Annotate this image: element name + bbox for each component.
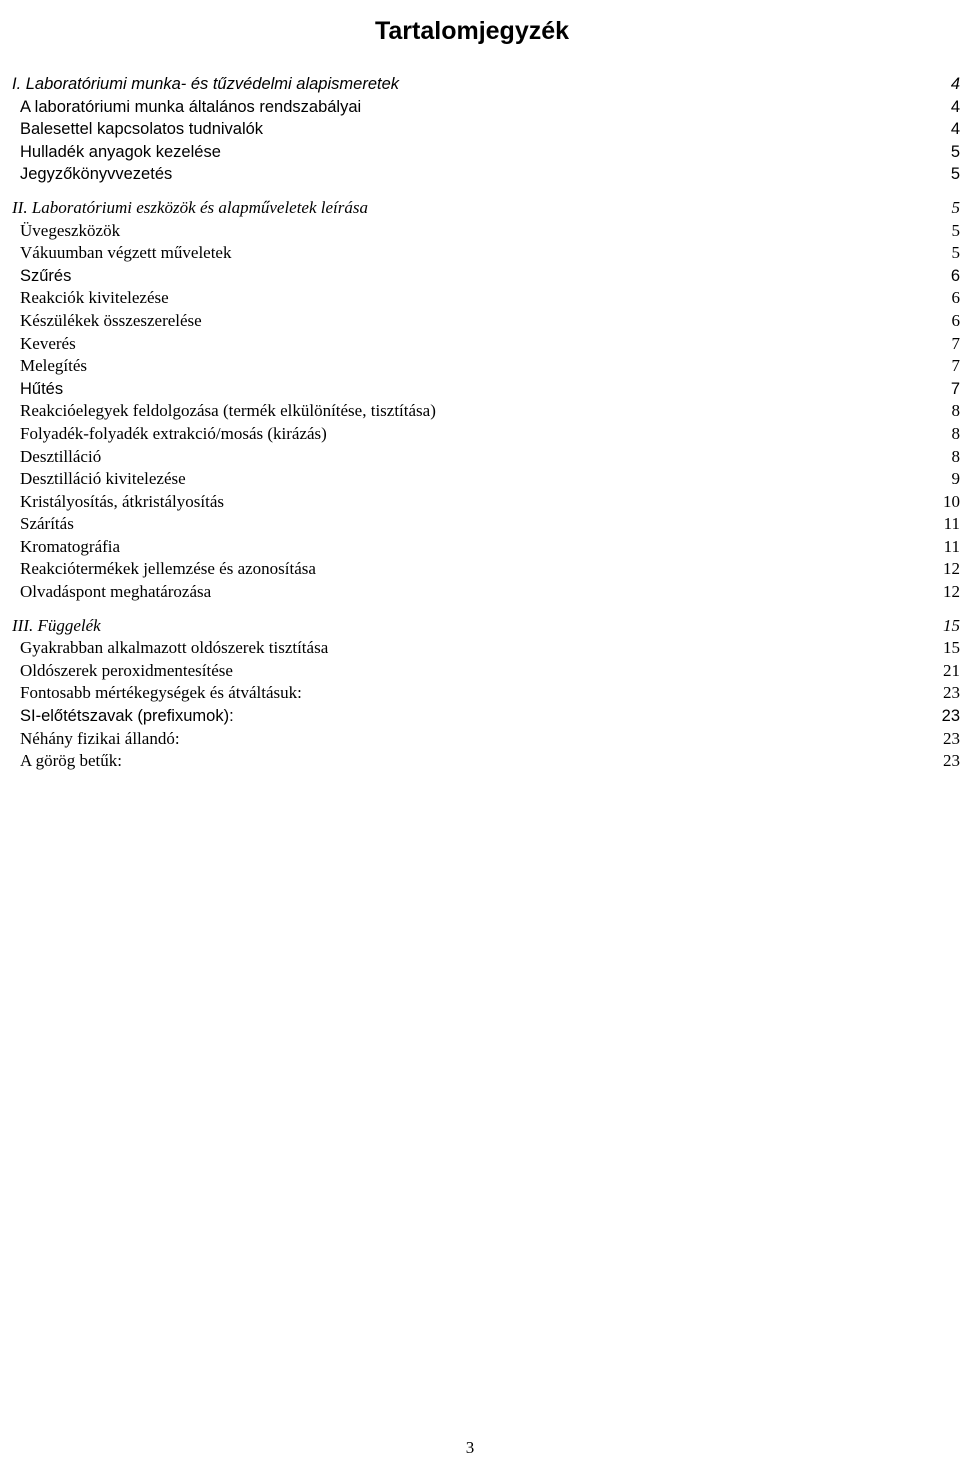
toc-entry-page: 5: [951, 243, 960, 263]
toc-entry[interactable]: [20, 660, 960, 683]
toc-entry-label: Vákuumban végzett műveletek: [20, 243, 232, 263]
toc-entry-page: 5: [951, 220, 960, 240]
toc-entry[interactable]: [20, 750, 960, 773]
toc-entry[interactable]: [20, 118, 960, 141]
toc-entry-label: Reakcióelegyek feldolgozása (termék elkülönítése, tisztítása): [20, 401, 436, 421]
toc-entry[interactable]: [20, 378, 960, 401]
toc-entry[interactable]: [20, 581, 960, 604]
toc-entry-label: Desztilláció kivitelezése: [20, 469, 186, 489]
toc-entry[interactable]: [20, 705, 960, 728]
toc-entry-page: 6: [951, 288, 960, 308]
toc-heading-page: 15: [943, 615, 960, 635]
toc-entry-label: Szárítás: [20, 514, 74, 534]
toc-entry-page: 21: [943, 660, 960, 680]
toc-heading-2[interactable]: [12, 197, 960, 220]
toc-entry-page: 7: [950, 379, 960, 398]
toc-entry-label: Olvadáspont meghatározása: [20, 582, 212, 602]
toc-entry-label: Folyadék-folyadék extrakció/mosás (kirázás): [20, 423, 327, 443]
toc-entry[interactable]: [20, 446, 960, 469]
toc-entry-page: 12: [943, 559, 960, 579]
toc-entry-label: Készülékek összeszerelése: [20, 310, 202, 330]
toc-entry[interactable]: [20, 536, 960, 559]
toc-entry[interactable]: [20, 287, 960, 310]
toc-entry[interactable]: [20, 423, 960, 446]
toc-entry[interactable]: [20, 400, 960, 423]
toc-entry[interactable]: [20, 728, 960, 751]
toc-entry-page: 5: [950, 142, 960, 161]
toc-entry[interactable]: [20, 355, 960, 378]
toc-entry-page: 23: [941, 707, 960, 726]
toc-heading-label: I. Laboratóriumi munka- és tűzvédelmi alapismeretek: [12, 75, 400, 93]
toc-entry-label: Melegítés: [20, 356, 88, 376]
toc-entry-label: SI-előtétszavak (prefixumok):: [20, 707, 234, 726]
toc-entry-page: 4: [950, 120, 960, 139]
toc-entry-page: 15: [943, 638, 960, 658]
toc-heading-page: 4: [950, 75, 960, 93]
toc-entry-page: 7: [951, 333, 960, 353]
toc-section-3: [12, 615, 960, 773]
toc-entry-page: 23: [943, 751, 960, 771]
toc-entry-label: A laboratóriumi munka általános rendszabályai: [20, 97, 362, 116]
toc-entry[interactable]: [20, 163, 960, 186]
toc-entry[interactable]: [20, 220, 960, 243]
toc-entry[interactable]: [20, 265, 960, 288]
toc-entry-label: Reakciók kivitelezése: [20, 288, 169, 308]
toc-entry-page: 8: [951, 423, 960, 443]
toc-entry-label: Néhány fizikai állandó:: [20, 728, 180, 748]
toc-entry-label: Desztilláció: [20, 446, 102, 466]
toc-entry-label: Kromatográfia: [20, 536, 121, 556]
toc-heading-label: III. Függelék: [12, 615, 101, 635]
toc-entry-label: Keverés: [20, 333, 76, 353]
page-title: Tartalomjegyzék: [374, 16, 570, 45]
toc-entry-label: Jegyzőkönyvvezetés: [20, 165, 173, 184]
toc-section-2: [12, 197, 960, 604]
toc-entry-label: Fontosabb mértékegységek és átváltásuk:: [20, 683, 302, 703]
toc-entry-page: 7: [951, 356, 960, 376]
toc-entry[interactable]: [20, 491, 960, 514]
page-number: 3: [465, 1438, 475, 1457]
toc-entry-page: 8: [951, 401, 960, 421]
toc-heading-3[interactable]: [12, 615, 960, 638]
toc-entry-label: Kristályosítás, átkristályosítás: [20, 491, 224, 511]
toc-entry-label: Üvegeszközök: [20, 220, 121, 240]
toc-entry[interactable]: [20, 333, 960, 356]
toc-entry-page: 6: [950, 266, 960, 285]
toc-entry[interactable]: [20, 513, 960, 536]
toc-heading-page: 5: [951, 197, 960, 217]
toc-entry[interactable]: [20, 141, 960, 164]
toc-section-1: [12, 73, 960, 186]
toc-entry-page: 4: [950, 97, 960, 116]
toc-entry-page: 23: [943, 728, 960, 748]
toc-entry-page: 6: [951, 310, 960, 330]
toc-entry[interactable]: [20, 310, 960, 333]
toc-heading-1[interactable]: [12, 73, 960, 96]
toc-entry-label: Szűrés: [20, 266, 72, 285]
toc-entry-page: 12: [943, 582, 960, 602]
toc-entry-label: Oldószerek peroxidmentesítése: [20, 660, 233, 680]
toc-entry-label: Balesettel kapcsolatos tudnivalók: [20, 120, 264, 139]
toc-entry[interactable]: [20, 96, 960, 119]
toc-entry-label: Hűtés: [20, 379, 64, 398]
toc-entry-page: 5: [950, 165, 960, 184]
table-of-contents: [12, 73, 960, 784]
toc-entry-label: Hulladék anyagok kezelése: [20, 142, 221, 161]
toc-entry-page: 11: [943, 536, 960, 556]
toc-entry[interactable]: [20, 558, 960, 581]
toc-entry-page: 10: [943, 491, 960, 511]
toc-entry-page: 11: [943, 514, 960, 534]
toc-entry-page: 8: [951, 446, 960, 466]
toc-entry-page: 23: [943, 683, 960, 703]
toc-entry-page: 9: [951, 469, 960, 489]
toc-entry[interactable]: [20, 468, 960, 491]
toc-entry[interactable]: [20, 242, 960, 265]
toc-entry-label: A görög betűk:: [20, 751, 122, 771]
toc-entry-label: Reakciótermékek jellemzése és azonosítása: [20, 559, 316, 579]
toc-entry[interactable]: [20, 682, 960, 705]
toc-heading-label: II. Laboratóriumi eszközök és alapműveletek leírása: [12, 197, 368, 217]
toc-entry-label: Gyakrabban alkalmazott oldószerek tisztítása: [20, 638, 329, 658]
toc-entry[interactable]: [20, 637, 960, 660]
